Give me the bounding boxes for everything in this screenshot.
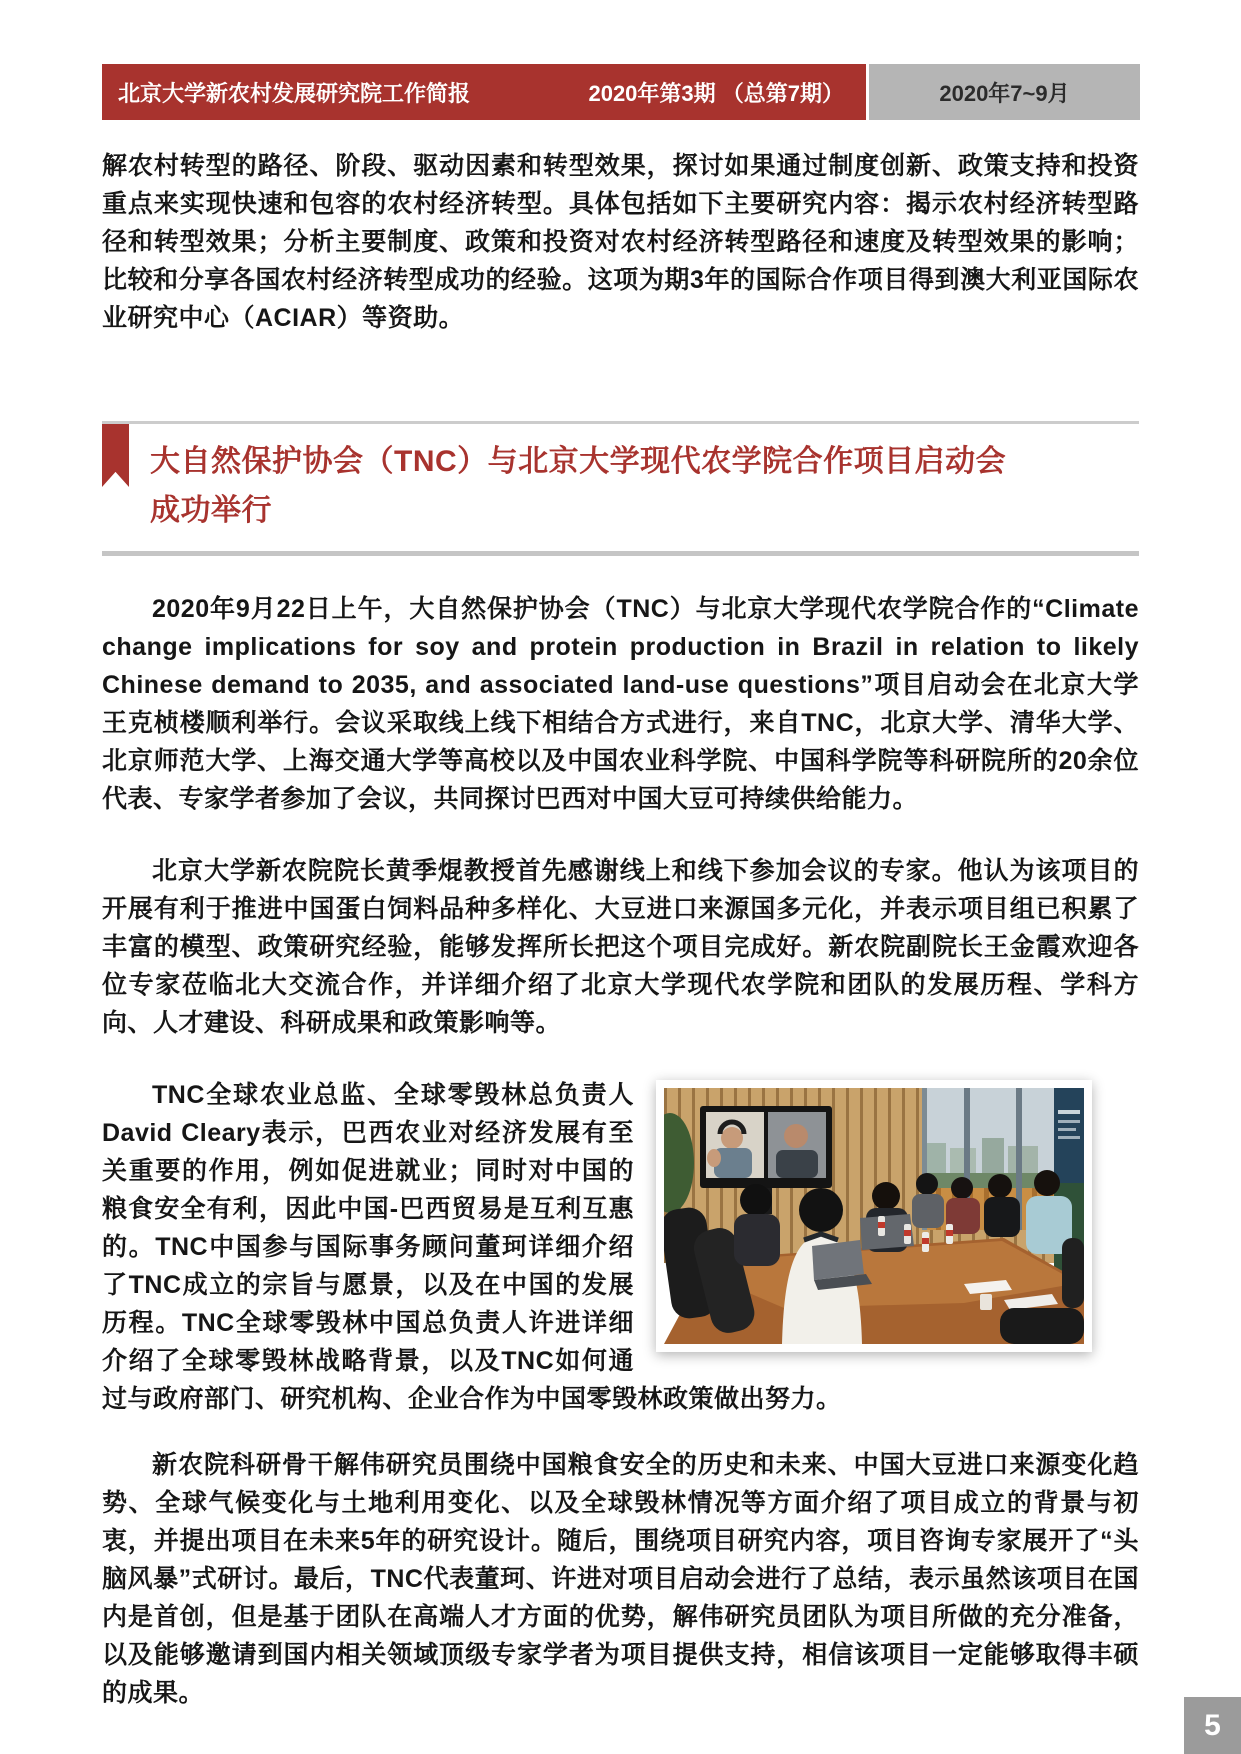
paragraph-text: TNC全球农业总监、全球零毁林总负责人David Cleary表示，巴西农业对经济发展有至关重要的作用，例如促进就业；同时对中国的粮食安全有利，因此中国-巴西贸易是互利互惠的。TNC中国参与国际事务顾问董珂详细介绍了TNC成立的宗旨与愿景，以及在中国的发展历程。TNC全球零毁林中国总负责人许进详细介绍了全球零毁林战略背景，以及TNC如何通过与政府部门、研究机构、企业合作为中国零毁林政策做出努力。 [102,1081,842,1413]
header-red-band [102,64,866,120]
section-title [150,437,1006,535]
page-header [102,64,1140,120]
paragraph-project-summary: 新农院科研骨干解伟研究员围绕中国粮食安全的历史和未来、中国大豆进口来源变化趋势、全球气候变化与土地利用变化、以及全球毁林情况等方面介绍了项目成立的背景与初衷，并提出项目在未来5年的研究设计。随后，围绕项目研究内容，项目咨询专家展开了“头脑风暴”式研讨。最后，TNC代表董珂、许进对项目启动会进行了总结，表示虽然该项目在国内是首创，但是基于团队在高端人才方面的优势，解伟研究员团队为项目所做的充分准备，以及能够邀请到国内相关领域顶级专家学者为项目提供支持，相信该项目一定能够取得丰硕的成果。 [102,1451,1139,1707]
paragraph-launch-meeting: 2020年9月22日上午，大自然保护协会（TNC）与北京大学现代农学院合作的“Climate change implications for soy and protein production in Brazil in relation to likely Chinese demand to 2035, and associated land-use questions”项目启动会在北京大学王克桢楼顺利举行。会议采取线上线下相结合方式进行，来自TNC，北京大学、清华大学、北京师范大学、上海交通大学等高校以及中国农业科学院、中国科学院等科研院所的20余位代表、专家学者参加了会议，共同探讨巴西对中国大豆可持续供给能力。 [102,595,1139,813]
paragraph-tnc-leaders [102,1076,1139,1418]
page-number-badge [1184,1697,1241,1754]
bookmark-icon [102,424,129,487]
meeting-photo [656,1080,1092,1352]
newsletter-title: 北京大学新农村发展研究院工作简报 [118,80,471,106]
section-title-line1: 大自然保护协会（TNC）与北京大学现代农学院合作项目启动会 [150,445,1007,478]
section-title-line2: 成功举行 [150,494,272,527]
page-content [102,147,1139,1712]
issue-number: 2020年第3期 （总第7期） [588,80,844,106]
page-number: 5 [1204,1708,1221,1742]
header-period-band [869,64,1140,120]
paragraph-dean-speech: 北京大学新农院院长黄季焜教授首先感谢线上和线下参加会议的专家。他认为该项目的开展有利于推进中国蛋白饲料品种多样化、大豆进口来源国多元化，并表示项目组已积累了丰富的模型、政策研究经验，能够发挥所长把这个项目完成好。新农院副院长王金霞欢迎各位专家莅临北大交流合作，并详细介绍了北京大学现代农学院和团队的发展历程、学科方向、人才建设、科研成果和政策影响等。 [102,857,1139,1037]
divider-bottom [102,551,1139,556]
section-header [102,421,1139,556]
intro-paragraph: 解农村转型的路径、阶段、驱动因素和转型效果，探讨如果通过制度创新、政策支持和投资重点来实现快速和包容的农村经济转型。具体包括如下主要研究内容：揭示农村经济转型路径和转型效果；分析主要制度、政策和投资对农村经济转型路径和速度及转型效果的影响；比较和分享各国农村经济转型成功的经验。这项为期3年的国际合作项目得到澳大利亚国际农业研究中心（ACIAR）等资助。 [102,152,1139,332]
period-label: 2020年7~9月 [939,80,1070,106]
